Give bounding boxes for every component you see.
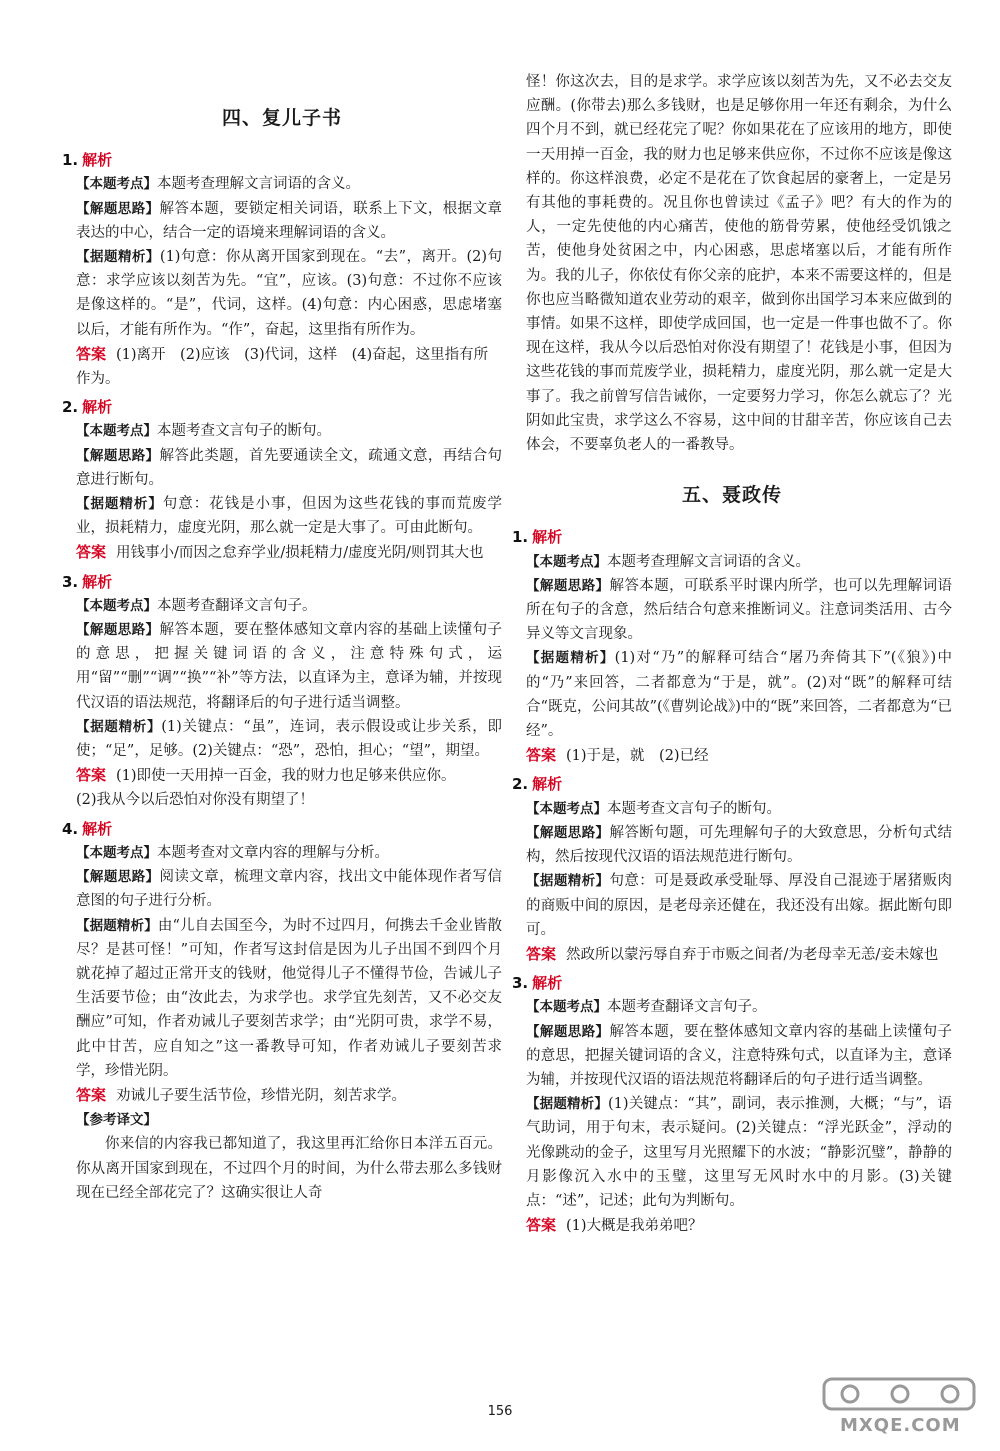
- question-number: 1.: [512, 528, 529, 547]
- analysis-text: 本题考查对文章内容的理解与分析。: [157, 844, 389, 861]
- analysis-tag: 【本题考点】: [76, 176, 157, 193]
- analysis-tag: 【本题考点】: [526, 800, 607, 817]
- analysis-label: 解析: [82, 151, 113, 170]
- answer-text: 劝诫儿子要生活节俭，珍惜光阴，刻苦求学。: [116, 1087, 407, 1104]
- answer-row: [512, 743, 952, 768]
- analysis-text: 本题考查理解文言词语的含义。: [607, 553, 810, 570]
- question-number: 3.: [512, 974, 529, 993]
- question-heading: [62, 395, 502, 419]
- reference-translation-label: 【参考译文】: [76, 1112, 157, 1129]
- analysis-row: [512, 995, 952, 1019]
- reference-translation-continued: 怪！你这次去，目的是求学。求学应该以刻苦为先，又不必去交友应酬。(你带去)那么多钱财，也是足够你用一年还有剩余，为什么四个月不到，就已经花完了呢？你如果花在了应该用的地方，即使一天用掉一百金，我的财力也足够来供应你，不过你不应该是像这样的。你这样浪费，必定不是花在了饮食起居的豪奢上，一定是另有其他的事耗费的。况且你也曾读过《孟子》吧？有大的作为的人，一定先使他的内心痛苦，使他的筋骨劳累，使他经受饥饿之苦，使他身处贫困之中，内心困惑，思虑堵塞以后，才能有所作为。我的儿子，你依仗有你父亲的庇护，本来不需要这样的，但是你也应当略微知道农业劳动的艰辛，做到你出国学习本来应做到的事情。如果不这样，即使学成回国，也一定是一件事也做不了。你现在这样，我从今以后恐怕对你没有期望了！花钱是小事，但因为这些花钱的事而荒废学业，损耗精力，虚度光阴，那么就一定是大事了。我之前曾写信告诫你，一定要努力学习，你怎么就忘了？光阴如此宝贵，求学这么不容易，这中间的甘甜辛苦，你应该自己去体会，不要辜负老人的一番教导。: [526, 74, 952, 454]
- analysis-row: [512, 797, 952, 821]
- right-column: [512, 70, 952, 1238]
- analysis-text: 句意：花钱是小事，但因为这些花钱的事而荒废学业，损耗精力，虚度光阴，那么就一定是大事了。可由此断句。: [76, 496, 503, 537]
- question-heading: [512, 971, 952, 995]
- analysis-tag: 【解题思路】: [76, 200, 160, 217]
- analysis-label: 解析: [532, 528, 563, 547]
- question-number: 3.: [62, 572, 79, 591]
- analysis-text: 本题考查文言句子的断句。: [607, 800, 781, 817]
- analysis-row: [512, 574, 952, 647]
- analysis-tag: 【据题精析】: [76, 917, 158, 934]
- answer-label: 答案: [526, 944, 557, 963]
- analysis-tag: 【据题精析】: [76, 496, 163, 513]
- analysis-tag: 【本题考点】: [76, 423, 157, 440]
- question-heading: [512, 525, 952, 549]
- analysis-row: [62, 444, 502, 492]
- answer-text: (1)于是，就 (2)已经: [566, 748, 709, 765]
- analysis-row: [62, 172, 502, 196]
- analysis-text: 本题考查文言句子的断句。: [157, 423, 331, 440]
- analysis-row: [512, 1020, 952, 1093]
- analysis-label: 解析: [82, 819, 113, 838]
- analysis-text: 解答断句题，可先理解句子的大致意思，分析句式结构，然后按现代汉语的语法规范进行断句。: [526, 824, 953, 866]
- analysis-tag: 【据题精析】: [526, 1096, 608, 1113]
- watermark-text: MXQE.COM: [840, 1415, 961, 1435]
- answer-label: 答案: [76, 543, 107, 562]
- analysis-row: [512, 646, 952, 743]
- analysis-row: [62, 914, 502, 1083]
- answer-row: [62, 540, 502, 565]
- analysis-text: 解答本题，要在整体感知文章内容的基础上读懂句子的意思，把握关键词语的含义，注意特殊句式，运用“留”“删”“调”“换”“补”等方法，以直译为主，意译为辅，并按现代汉语的语法规范，将翻译后的句子进行适当调整。: [76, 622, 503, 711]
- question-heading: [62, 570, 502, 594]
- analysis-row: [62, 715, 502, 763]
- analysis-text: 本题考查理解文言词语的含义。: [157, 176, 360, 193]
- analysis-text: 解答本题，要在整体感知文章内容的基础上读懂句子的意思，把握关键词语的含义，注意特殊句式，以直译为主，意译为辅，并按现代汉语的语法规范将翻译后的句子进行适当调整。: [526, 1023, 953, 1088]
- answer-text: 用钱事小/而因之怠弃学业/损耗精力/虚度光阴/则罚其大也: [116, 545, 484, 562]
- analysis-text: 本题考查翻译文言句子。: [157, 597, 317, 614]
- analysis-tag: 【据题精析】: [526, 650, 615, 667]
- question-heading: [62, 148, 502, 172]
- answer-text: 然政所以蒙污辱自弃于市贩之间者/为老母幸无恙/妾未嫁也: [566, 946, 939, 963]
- analysis-row: [62, 865, 502, 913]
- analysis-text: 阅读文章，梳理文章内容，找出文中能体现作者写信意图的句子进行分析。: [76, 869, 503, 910]
- answer-label: 答案: [526, 746, 557, 765]
- section-title: 五、聂政传: [681, 484, 782, 507]
- watermark-icon: [820, 1375, 980, 1435]
- answer-row: [62, 763, 502, 788]
- analysis-tag: 【据题精析】: [526, 873, 610, 890]
- analysis-text: (1)关键点：“虽”，连词，表示假设或让步关系，即使；“足”，足够。(2)关键点：“恐”，恐怕，担心；“望”，期望。: [76, 718, 503, 760]
- answer-text: (1)大概是我弟弟吧？: [566, 1218, 703, 1235]
- question-number: 1.: [62, 151, 79, 170]
- question-number: 2.: [62, 398, 79, 417]
- analysis-row: [62, 245, 502, 342]
- answer-label: 答案: [76, 766, 107, 785]
- analysis-row: [512, 821, 952, 869]
- question-number: 2.: [512, 775, 529, 794]
- answer-text-extra: (2)我从今以后恐怕对你没有期望了！: [76, 792, 315, 809]
- answer-label: 答案: [76, 344, 107, 363]
- analysis-row: [62, 419, 502, 443]
- answer-row: [512, 942, 952, 967]
- analysis-row: [62, 618, 502, 715]
- analysis-row: [512, 550, 952, 574]
- section-title: 四、复儿子书: [221, 107, 342, 129]
- reference-translation-text: 你来信的内容我已都知道了，我这里再汇给你日本洋五百元。你从离开国家到现在，不过四个月的时间，为什么带去那么多钱财现在已经全部花完了？这确实很让人奇: [76, 1136, 502, 1201]
- analysis-label: 解析: [82, 398, 113, 417]
- analysis-label: 解析: [532, 775, 563, 794]
- answer-label: 答案: [76, 1085, 107, 1104]
- analysis-text: 解答本题，可联系平时课内所学，也可以先理解词语所在句子的含意，然后结合句意来推断词义。注意词类活用、古今异义等文言现象。: [526, 577, 953, 643]
- analysis-text: (1)句意：你从离开国家到现在。“去”，离开。(2)句意：求学应该以刻苦为先。“宜”，应该。(3)句意：不过你不应该是像这样的。“是”，代词，这样。(4)句意：内心困惑，思虑堵塞以后，才能有所作为。“作”，奋起，这里指有所作为。: [76, 249, 503, 338]
- analysis-text: 解答本题，要锁定相关词语，联系上下文，根据文章表达的中心，结合一定的语境来理解词语的含义。: [76, 200, 503, 241]
- answer-text: (1)离开 (2)应该 (3)代词，这样 (4)奋起，这里指有所作为。: [76, 346, 489, 388]
- analysis-row: [62, 197, 502, 245]
- analysis-tag: 【本题考点】: [76, 844, 157, 861]
- answer-label: 答案: [526, 1216, 557, 1235]
- analysis-text: (1)对“乃”的解释可结合“屠乃奔倚其下”(《狼》)中的“乃”来回答，二者都意为“于是，就”。(2)对“既”的解释可结合“既克，公问其故”(《曹刿论战》)中的“既”来回答，二者都意为“已经”。: [526, 650, 952, 740]
- analysis-text: 由“儿自去国至今，为时不过四月，何携去千金业皆散尽？是甚可怪！”可知，作者写这封信是因为儿子出国不到四个月就花掉了超过正常开支的钱财，他觉得儿子不懂得节俭，告诫儿子生活要节俭；由“汝此去，为求学也。求学宜先刻苦，又不必交友酬应”可知，作者劝诫儿子要刻苦求学；由“光阴可贵，求学不易，此中甘苦，应自知之”这一番教导可知，作者劝诫儿子要刻苦求学，珍惜光阴。: [76, 917, 502, 1079]
- analysis-row: [62, 492, 502, 540]
- left-column: [62, 96, 502, 1205]
- analysis-text: (1)关键点：“其”，副词，表示推测，大概；“与”，语气助词，用于句末，表示疑问。(2)关键点：“浮光跃金”，浮动的光像跳动的金子，这里写月光照耀下的水波；“静影沉璧”，静静的月影像沉入水中的玉璧，这里写无风时水中的月影。(3)关键点：“述”，记述；此句为判断句。: [526, 1096, 952, 1209]
- analysis-tag: 【解题思路】: [76, 622, 160, 639]
- analysis-tag: 【解题思路】: [526, 577, 610, 594]
- analysis-tag: 【据题精析】: [76, 249, 160, 266]
- analysis-label: 解析: [82, 572, 113, 591]
- question-heading: [512, 772, 952, 796]
- analysis-row: [512, 869, 952, 942]
- analysis-tag: 【本题考点】: [526, 999, 607, 1016]
- analysis-row: [62, 594, 502, 618]
- analysis-tag: 【解题思路】: [76, 447, 160, 464]
- page-number: 156: [487, 1404, 513, 1419]
- analysis-tag: 【本题考点】: [76, 597, 157, 614]
- analysis-tag: 【解题思路】: [526, 824, 610, 841]
- answer-row: [62, 1083, 502, 1108]
- analysis-label: 解析: [532, 974, 563, 993]
- analysis-tag: 【解题思路】: [76, 869, 160, 886]
- analysis-row: [512, 1092, 952, 1213]
- analysis-tag: 【本题考点】: [526, 553, 607, 570]
- answer-text: (1)即使一天用掉一百金，我的财力也足够来供应你。: [116, 768, 456, 785]
- question-heading: [62, 817, 502, 841]
- answer-row: [62, 342, 502, 391]
- analysis-text: 本题考查翻译文言句子。: [607, 999, 767, 1016]
- watermark-logo: [820, 1375, 980, 1441]
- analysis-text: 句意：可是聂政承受耻辱、厚没自己混迹于屠猪贩肉的商贩中间的原因，是老母亲还健在，我还没有出嫁。据此断句即可。: [526, 873, 953, 938]
- analysis-row: [62, 841, 502, 865]
- question-number: 4.: [62, 819, 79, 838]
- analysis-tag: 【解题思路】: [526, 1023, 610, 1040]
- analysis-tag: 【据题精析】: [76, 718, 162, 735]
- answer-row: [512, 1213, 952, 1238]
- analysis-text: 解答此类题，首先要通读全文，疏通文意，再结合句意进行断句。: [76, 447, 503, 488]
